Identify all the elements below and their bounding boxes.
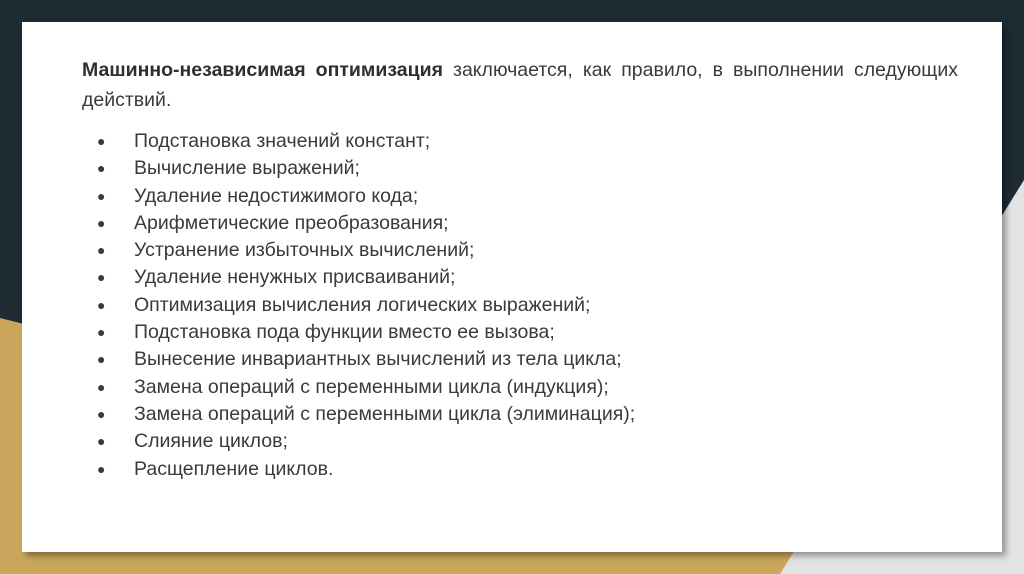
list-item-text: Расщепление циклов. [134,457,334,480]
list-item-text: Устранение избыточных вычислений; [134,239,475,262]
list-item [82,155,958,182]
bullet-icon: ● [97,133,106,149]
list-item [82,401,958,428]
list-item [82,128,958,155]
list-item-text: Оптимизация вычисления логических выражений; [134,293,591,316]
list-item [82,456,958,483]
list-item [82,183,958,210]
list-item [82,374,958,401]
bullet-icon: ● [97,187,106,204]
list-item-text: Замена операций с переменными цикла (элиминация); [134,402,636,425]
list-item-text: Слияние циклов; [134,430,288,453]
bullet-icon: ● [97,405,106,422]
bullet-icon: ● [97,324,106,341]
slide-card [22,22,1002,552]
list-item-text: Удаление ненужных присваиваний; [134,266,456,289]
list-item [82,346,958,373]
bullet-icon: ● [97,296,106,313]
list-item [82,237,958,264]
list-item [82,292,958,319]
list-item [82,264,958,291]
list-item [82,428,958,455]
intro-bold-term: Машинно-независимая оптимизация [82,59,443,81]
bullet-icon: ● [97,214,106,231]
list-item-text: Арифметические преобразования; [134,211,449,234]
bullet-icon: ● [97,242,106,259]
list-item-text: Подстановка пода функции вместо ее вызова; [134,321,555,344]
bullet-icon: ● [97,269,106,286]
bullet-icon: ● [97,378,106,395]
list-item-text: Удаление недостижимого кода; [134,184,419,207]
intro-text: заключается, как правило, в выполнении следующих действий. [82,59,958,111]
bullet-icon: ● [97,160,106,177]
intro-paragraph [82,55,958,115]
list-item [82,210,958,237]
list-item [82,319,958,346]
list-item-text: Подстановка значений констант; [134,130,431,152]
bullet-list [82,128,958,483]
bullet-icon: ● [97,433,106,450]
list-item-text: Вынесение инвариантных вычислений из тела цикла; [134,348,622,371]
list-item-text: Замена операций с переменными цикла (индукция); [134,375,609,398]
list-item-text: Вычисление выражений; [134,157,360,180]
bullet-icon: ● [97,351,106,368]
bullet-icon: ● [97,460,106,477]
